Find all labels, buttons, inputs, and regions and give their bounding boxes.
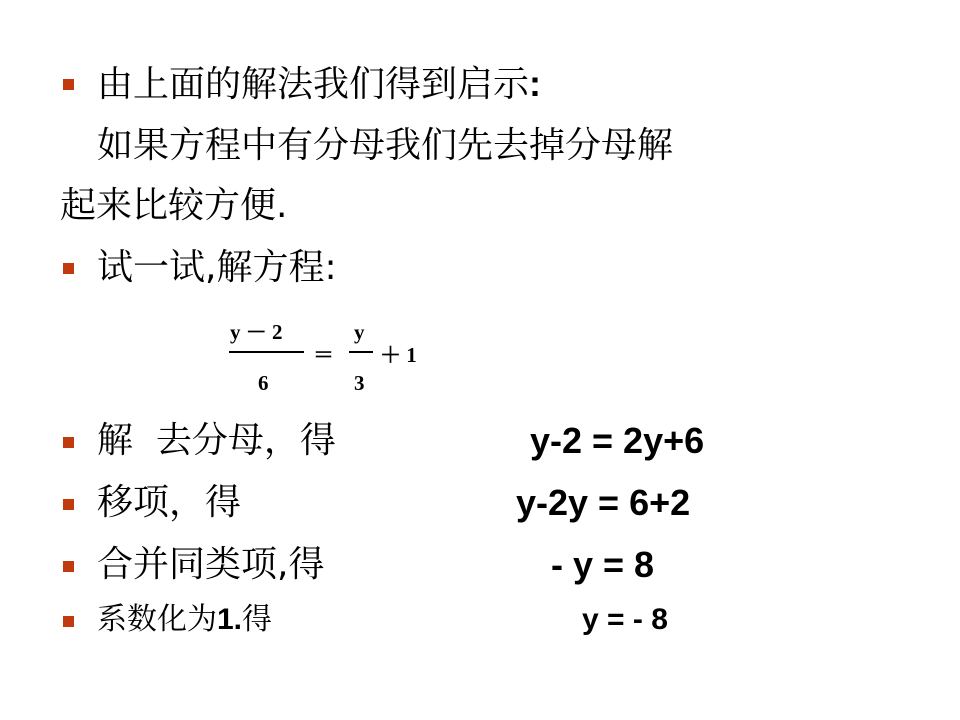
bullet-marker xyxy=(63,561,74,572)
intro-colon: : xyxy=(529,63,542,104)
step-label-number: 1. xyxy=(217,603,243,636)
step-label: 合并同类项,得 xyxy=(97,544,325,585)
step-result: - y = 8 xyxy=(551,544,655,585)
step-label-post: 得 xyxy=(242,602,273,637)
bullet-marker xyxy=(63,616,74,627)
step-label xyxy=(97,600,272,640)
step-label: 移项，得 xyxy=(97,482,242,523)
bullet-marker xyxy=(63,437,74,448)
intro-continuation-2: 起来比较方便. xyxy=(60,185,288,226)
step-result: y = - 8 xyxy=(582,603,668,636)
bullet-marker xyxy=(63,79,74,90)
left-denominator: 6 xyxy=(258,371,269,395)
left-fraction-bar xyxy=(229,351,304,353)
right-numerator: y xyxy=(354,320,365,344)
equals-sign: ＝ xyxy=(313,343,334,367)
step-label-pre: 系数化为 xyxy=(97,602,217,637)
plus-one: ＋ 1 xyxy=(380,343,417,367)
intro-label: 由上面的解法我们得到启示 xyxy=(97,64,530,105)
intro-text xyxy=(97,62,541,107)
intro-continuation-1: 如果方程中有分母我们先去掉分母解 xyxy=(97,125,674,166)
step-result: y-2y = 6+2 xyxy=(516,482,691,523)
right-fraction-bar xyxy=(349,351,373,353)
step-label: 解 去分母，得 xyxy=(97,420,336,461)
left-numerator: y － 2 xyxy=(230,320,283,344)
step-result: y-2 = 2y+6 xyxy=(530,420,705,461)
bullet-marker xyxy=(63,263,74,274)
bullet-marker xyxy=(63,499,74,510)
try-label: 试一试,解方程: xyxy=(97,247,337,288)
right-denominator: 3 xyxy=(354,371,365,395)
